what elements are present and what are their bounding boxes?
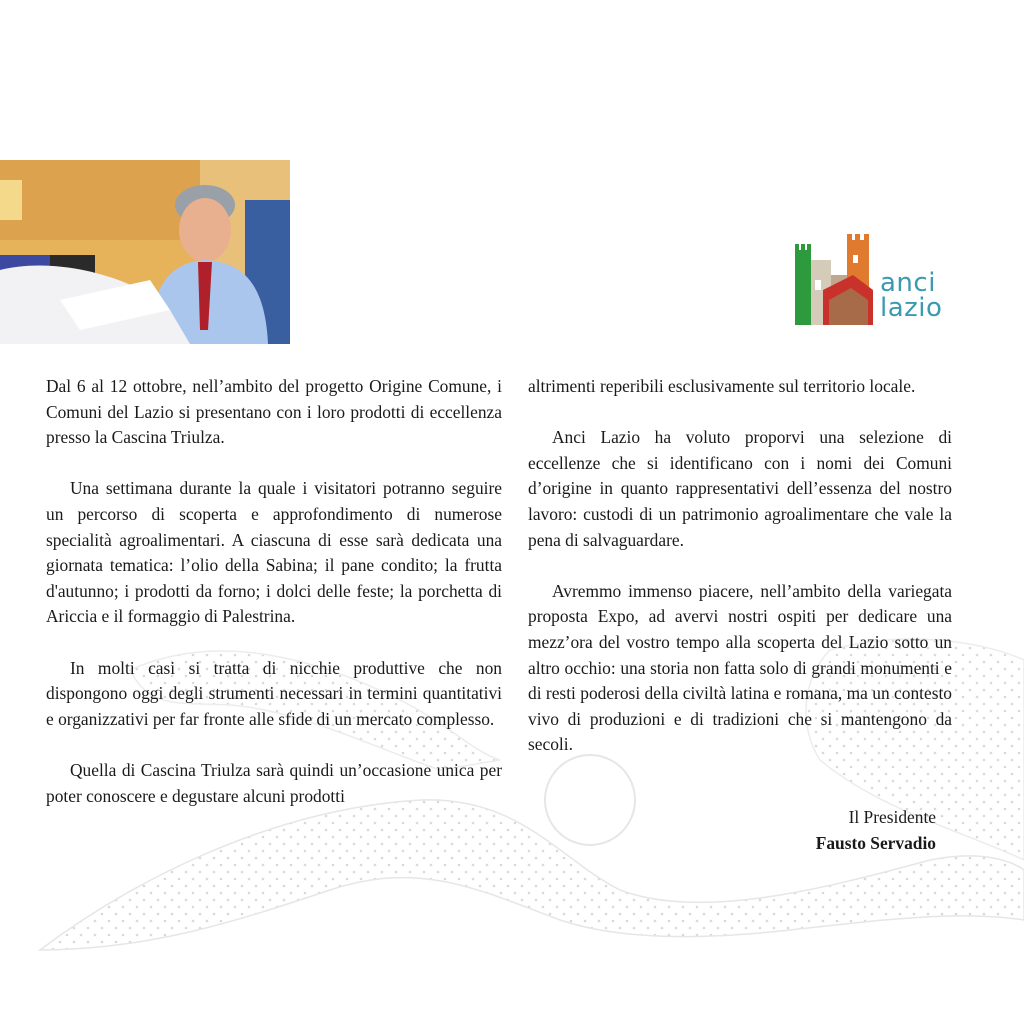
logo-text-anci: anci [880,268,936,298]
left-paragraph-4: Quella di Cascina Triulza sarà quindi un’occasione unica per poter conoscere e degustare alcuni prodotti [46,759,502,806]
president-photo [0,160,290,344]
signature-name: Fausto Servadio [815,832,936,853]
left-paragraph-2: Una settimana durante la quale i visitatori potranno seguire un percorso di scoperta e approfondimento di numerose specialità agroalimentari. A ciascuna di esse sarà dedicata una giornata tematica: l’olio della Sabina; il pane condito; la frutta d'autunno; i prodotti da forno; i dolci delle feste; la porchetta di Ariccia e il formaggio di Palestrina. [46,478,502,627]
left-paragraph-3: In molti casi si tratta di nicchie produttive che non dispongono oggi degli strumenti necessari in termini quantitativi e organizzativi per far fronte alle sfide di un mercato complesso. [46,657,502,729]
logo-text-lazio: lazio [880,293,943,323]
anci-lazio-logo [793,230,953,330]
logo-text [880,268,943,323]
right-paragraph-1: altrimenti reperibili esclusivamente sul territorio locale. [528,376,916,396]
left-paragraph-1: Dal 6 al 12 ottobre, nell’ambito del progetto Origine Comune, i Comuni del Lazio si presentano con i loro prodotti di eccellenza presso la Cascina Triulza. [46,376,502,448]
right-paragraph-2: Anci Lazio ha voluto proporvi una selezione di eccellenze che si identificano con i nomi dei Comuni d’origine in quanto rappresentativi dell’essenza del nostro lavoro: custodi di un patrimonio agroalimentare che vale la pena di salvaguardare. [528,427,952,550]
right-text-column [528,374,952,784]
left-text-column [46,374,502,835]
signature-block [760,805,936,856]
logo-towers-graphic [793,230,877,330]
right-paragraph-3: Avremmo immenso piacere, nell’ambito della variegata proposta Expo, ad avervi nostri ospiti per dedicare una mezz’ora del vostro tempo alla scoperta del Lazio sotto un altro occhio: una storia non fatta solo di grandi monumenti e di resti poderosi della civiltà latina e romana, ma un contesto vivo di produzioni e di tradizioni che si mantengono da secoli. [528,580,952,755]
signature-title: Il Presidente [848,807,936,827]
